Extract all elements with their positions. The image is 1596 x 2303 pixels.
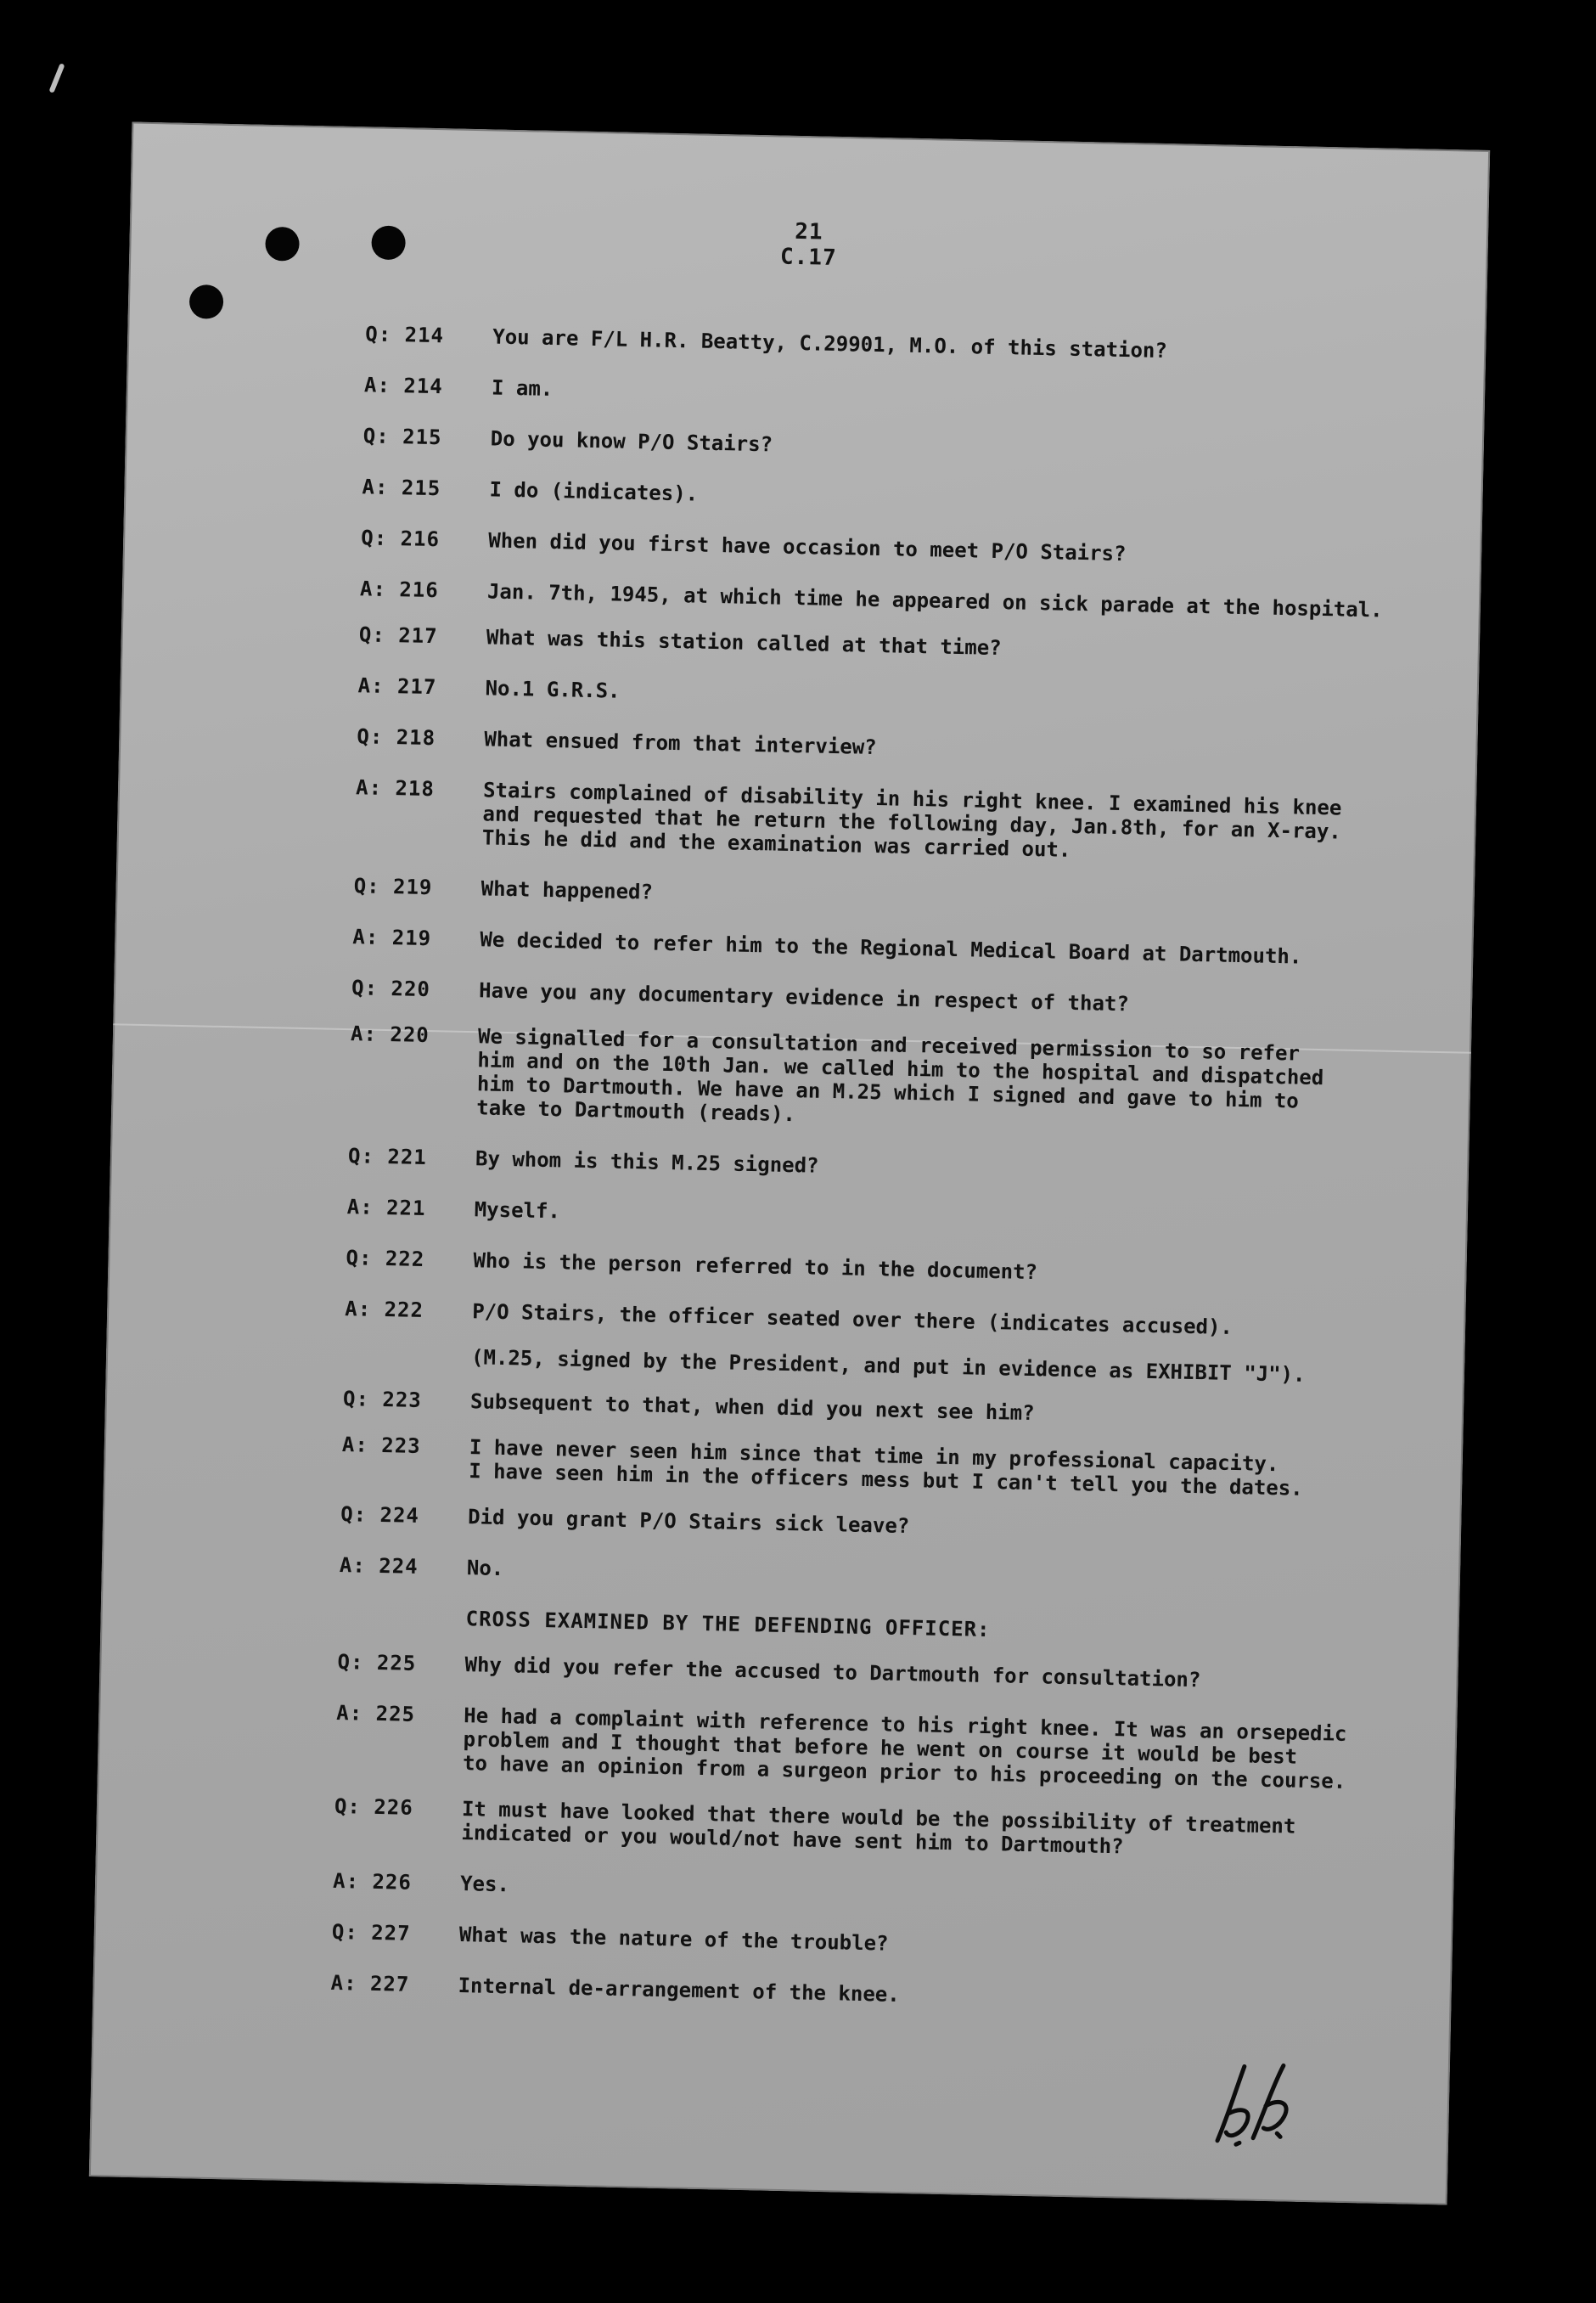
entry-text: Internal de-arrangement of the knee. bbox=[458, 1974, 900, 2007]
entry-text: Subsequent to that, when did you next see him? bbox=[469, 1389, 1035, 1426]
transcript-entry bbox=[364, 373, 1434, 419]
entry-label: A: 222 bbox=[345, 1297, 424, 1323]
entry-text: Have you any documentary evidence in respect of that? bbox=[478, 978, 1130, 1016]
reference-code: C.17 bbox=[779, 244, 837, 271]
entry-label: Q: 217 bbox=[358, 622, 438, 649]
entry-text: Myself. bbox=[474, 1197, 561, 1224]
entry-text: No.1 G.R.S. bbox=[485, 676, 621, 703]
entry-label: A: 217 bbox=[357, 673, 437, 700]
entry-text: P/O Stairs, the officer seated over there (indicates accused). bbox=[471, 1299, 1234, 1339]
entry-text: I am. bbox=[491, 375, 554, 401]
exhibit-note: (M.25, signed by the President, and put in evidence as EXHIBIT "J"). bbox=[470, 1345, 1306, 1387]
transcript-entry bbox=[360, 577, 1430, 622]
entry-label: Q: 227 bbox=[331, 1919, 411, 1945]
handwritten-initials bbox=[1202, 2055, 1306, 2150]
transcript-entry bbox=[346, 1246, 1415, 1292]
entry-text: Yes. bbox=[459, 1872, 510, 1897]
entry-label: Q: 224 bbox=[340, 1502, 420, 1528]
entry-text: No. bbox=[466, 1556, 504, 1581]
entry-text: What was the nature of the trouble? bbox=[458, 1923, 889, 1956]
entry-label: A: 216 bbox=[359, 577, 440, 603]
entry-label: A: 220 bbox=[350, 1022, 430, 1048]
entry-text: Jan. 7th, 1945, at which time he appeared on sick parade at the hospital. bbox=[486, 579, 1383, 622]
entry-label: A: 225 bbox=[336, 1700, 416, 1726]
entry-text: You are F/L H.R. Beatty, C.29901, M.O. of this station? bbox=[492, 324, 1168, 363]
transcript-entry bbox=[361, 526, 1430, 572]
entry-label: Q: 221 bbox=[347, 1144, 428, 1170]
entry-label: Q: 219 bbox=[353, 874, 433, 900]
entry-label: A: 218 bbox=[355, 775, 436, 802]
entry-text: What ensued from that interview? bbox=[484, 727, 877, 760]
transcript-entry bbox=[365, 322, 1435, 368]
entry-label: A: 227 bbox=[330, 1970, 410, 1996]
entry-label: A: 219 bbox=[352, 925, 432, 951]
cross-examination-heading: CROSS EXAMINED BY THE DEFENDING OFFICER: bbox=[465, 1607, 991, 1642]
entry-text: I have never seen him since that time in my professional capacity. I have seen him in the officers mess but I can't tell you the dates. bbox=[469, 1435, 1303, 1501]
transcript-entry bbox=[347, 1195, 1417, 1241]
entry-text: What happened? bbox=[480, 876, 654, 904]
transcript-entry bbox=[363, 424, 1433, 470]
transcript-entry bbox=[332, 1920, 1402, 1966]
transcript-entry bbox=[362, 475, 1431, 521]
transcript-entry bbox=[357, 724, 1426, 770]
transcript-entry bbox=[345, 1297, 1414, 1343]
entry-label: Q: 223 bbox=[342, 1387, 423, 1412]
entry-text: When did you first have occasion to meet P/O Stairs? bbox=[487, 528, 1127, 566]
transcript-entry bbox=[357, 673, 1427, 719]
transcript-entry bbox=[351, 976, 1421, 1022]
entry-text: Why did you refer the accused to Dartmouth for consultation? bbox=[464, 1653, 1201, 1692]
entry-text: Stairs complained of disability in his right knee. I examined his knee and requested that he return the following day, Jan.8th, for an X-ray. This he did and the examination was carried out. bbox=[481, 778, 1342, 862]
entry-text: Did you grant P/O Stairs sick leave? bbox=[467, 1505, 910, 1539]
entry-label: Q: 226 bbox=[334, 1793, 414, 1820]
transcript bbox=[330, 322, 1436, 2044]
transcript-entry bbox=[335, 1701, 1406, 1794]
document-page bbox=[89, 122, 1490, 2205]
entry-label: A: 223 bbox=[341, 1433, 421, 1458]
entry-label: A: 224 bbox=[339, 1553, 419, 1579]
page-header bbox=[129, 205, 1488, 284]
page-number: 21 bbox=[795, 218, 823, 245]
entry-label: A: 215 bbox=[362, 475, 441, 501]
transcript-entry bbox=[330, 1971, 1400, 2017]
transcript-entry bbox=[334, 1794, 1404, 1864]
entry-text: What was this station called at that time? bbox=[486, 625, 1002, 661]
entry-label: Q: 215 bbox=[362, 424, 442, 450]
transcript-entry bbox=[349, 1022, 1420, 1139]
transcript-entry bbox=[352, 925, 1422, 971]
transcript-entry bbox=[341, 1433, 1412, 1502]
transcript-entry bbox=[353, 874, 1423, 920]
entry-label: A: 214 bbox=[363, 373, 444, 399]
entry-label: Q: 218 bbox=[357, 724, 436, 751]
transcript-entry bbox=[343, 1387, 1413, 1433]
entry-text: Who is the person referred to in the document? bbox=[473, 1248, 1038, 1285]
transcript-entry bbox=[333, 1869, 1402, 1915]
entry-label: Q: 214 bbox=[365, 322, 445, 348]
entry-label: A: 221 bbox=[346, 1195, 426, 1221]
transcript-entry bbox=[340, 1502, 1410, 1548]
entry-label: Q: 222 bbox=[346, 1246, 425, 1272]
transcript-entry bbox=[337, 1650, 1407, 1696]
entry-label: A: 226 bbox=[332, 1868, 413, 1895]
transcript-entry bbox=[340, 1553, 1409, 1599]
transcript-entry bbox=[348, 1144, 1418, 1190]
entry-text: We decided to refer him to the Regional Medical Board at Dartmouth. bbox=[480, 927, 1302, 969]
entry-label: Q: 225 bbox=[337, 1649, 417, 1675]
entry-text: By whom is this M.25 signed? bbox=[475, 1146, 819, 1178]
entry-text: He had a complaint with reference to his right knee. It was an orsepedic problem and I thought that before he went on course it would be best to have an opinion from a surgeon prior to his proceeding on the course. bbox=[462, 1703, 1347, 1793]
entry-label: Q: 216 bbox=[361, 526, 441, 552]
punch-hole bbox=[189, 284, 224, 319]
entry-label: Q: 220 bbox=[351, 976, 431, 1002]
transcript-entry bbox=[355, 775, 1425, 869]
film-scratch bbox=[48, 63, 65, 93]
entry-text: We signalled for a consultation and received permission to so refer him and on the 10th Jan. we called him to the hospital and dispatched him to Dartmouth. We have an M.25 which I signed and gave to him to take to Dartmouth (reads). bbox=[476, 1024, 1324, 1127]
entry-text: Do you know P/O Stairs? bbox=[490, 426, 773, 457]
entry-text: I do (indicates). bbox=[489, 477, 699, 506]
transcript-entry bbox=[359, 622, 1429, 668]
entry-text: It must have looked that there would be the possibility of treatment indicated or you would/not have sent him to Dartmouth? bbox=[461, 1797, 1296, 1859]
